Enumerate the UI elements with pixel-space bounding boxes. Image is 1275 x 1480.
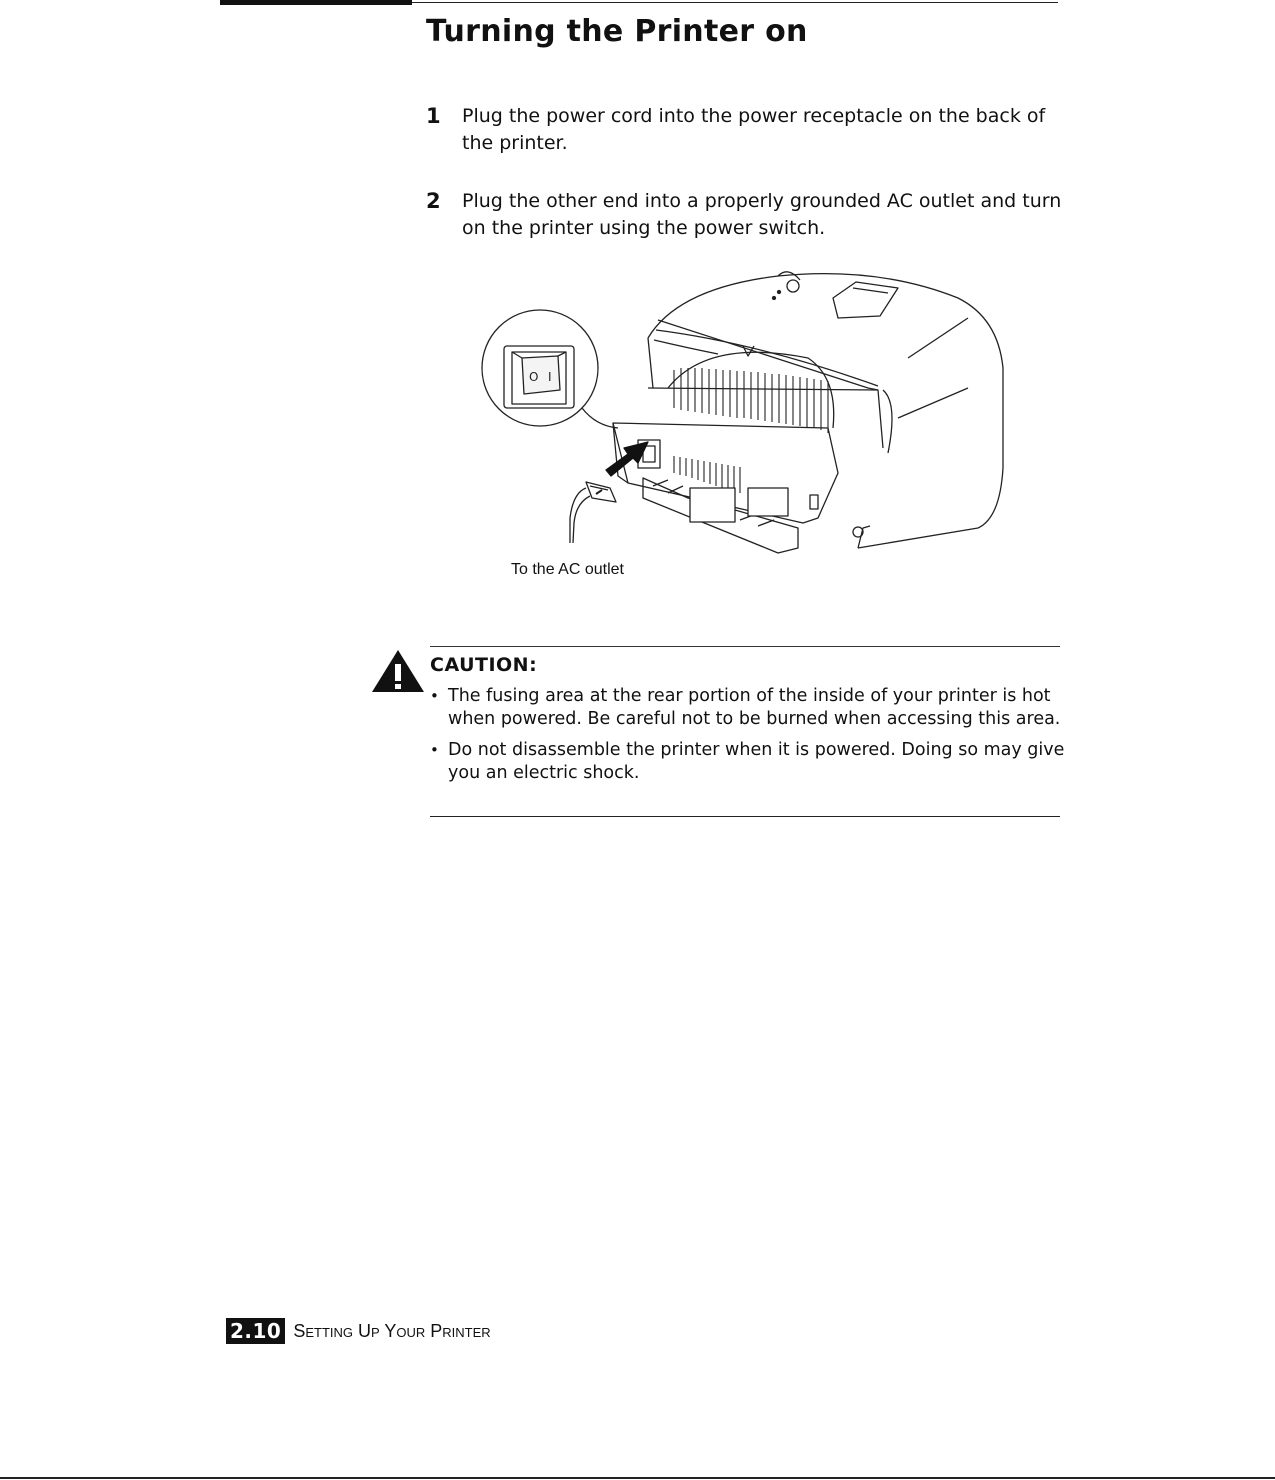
header-bar [220, 0, 412, 5]
step-number: 2 [426, 189, 441, 213]
caution-top-rule [430, 646, 1060, 647]
warning-icon [368, 646, 428, 698]
figure-caption: To the AC outlet [511, 561, 624, 578]
caution-heading: CAUTION: [430, 654, 538, 676]
power-cord [570, 482, 616, 543]
caution-item: • The fusing area at the rear portion of the inside of your printer is hot when powered. Be careful not to be burned when accessing this area. [430, 685, 1070, 731]
header-rule [412, 2, 1058, 3]
caution-bottom-rule [430, 816, 1060, 817]
section-title: Setting Up Your Printer [293, 1320, 491, 1341]
step-number: 1 [426, 104, 441, 128]
step-text: Plug the other end into a properly grounded AC outlet and turn on the printer using the power switch. [462, 190, 1062, 239]
step-text: Plug the power cord into the power receptacle on the back of the printer. [462, 105, 1046, 154]
switch-off-label: O [529, 370, 539, 384]
caution-list [430, 685, 1070, 793]
page-title: Turning the Printer on [426, 14, 808, 49]
power-switch-closeup [482, 310, 618, 428]
printer-body [613, 272, 1003, 553]
page-number: 2.10 [226, 1318, 285, 1344]
bottom-rule [0, 1477, 1275, 1479]
switch-on-label: I [548, 370, 552, 384]
caution-item: • Do not disassemble the printer when it is powered. Doing so may give you an electric shock. [430, 739, 1070, 785]
printer-illustration [478, 258, 1018, 563]
page-footer [226, 1318, 491, 1344]
